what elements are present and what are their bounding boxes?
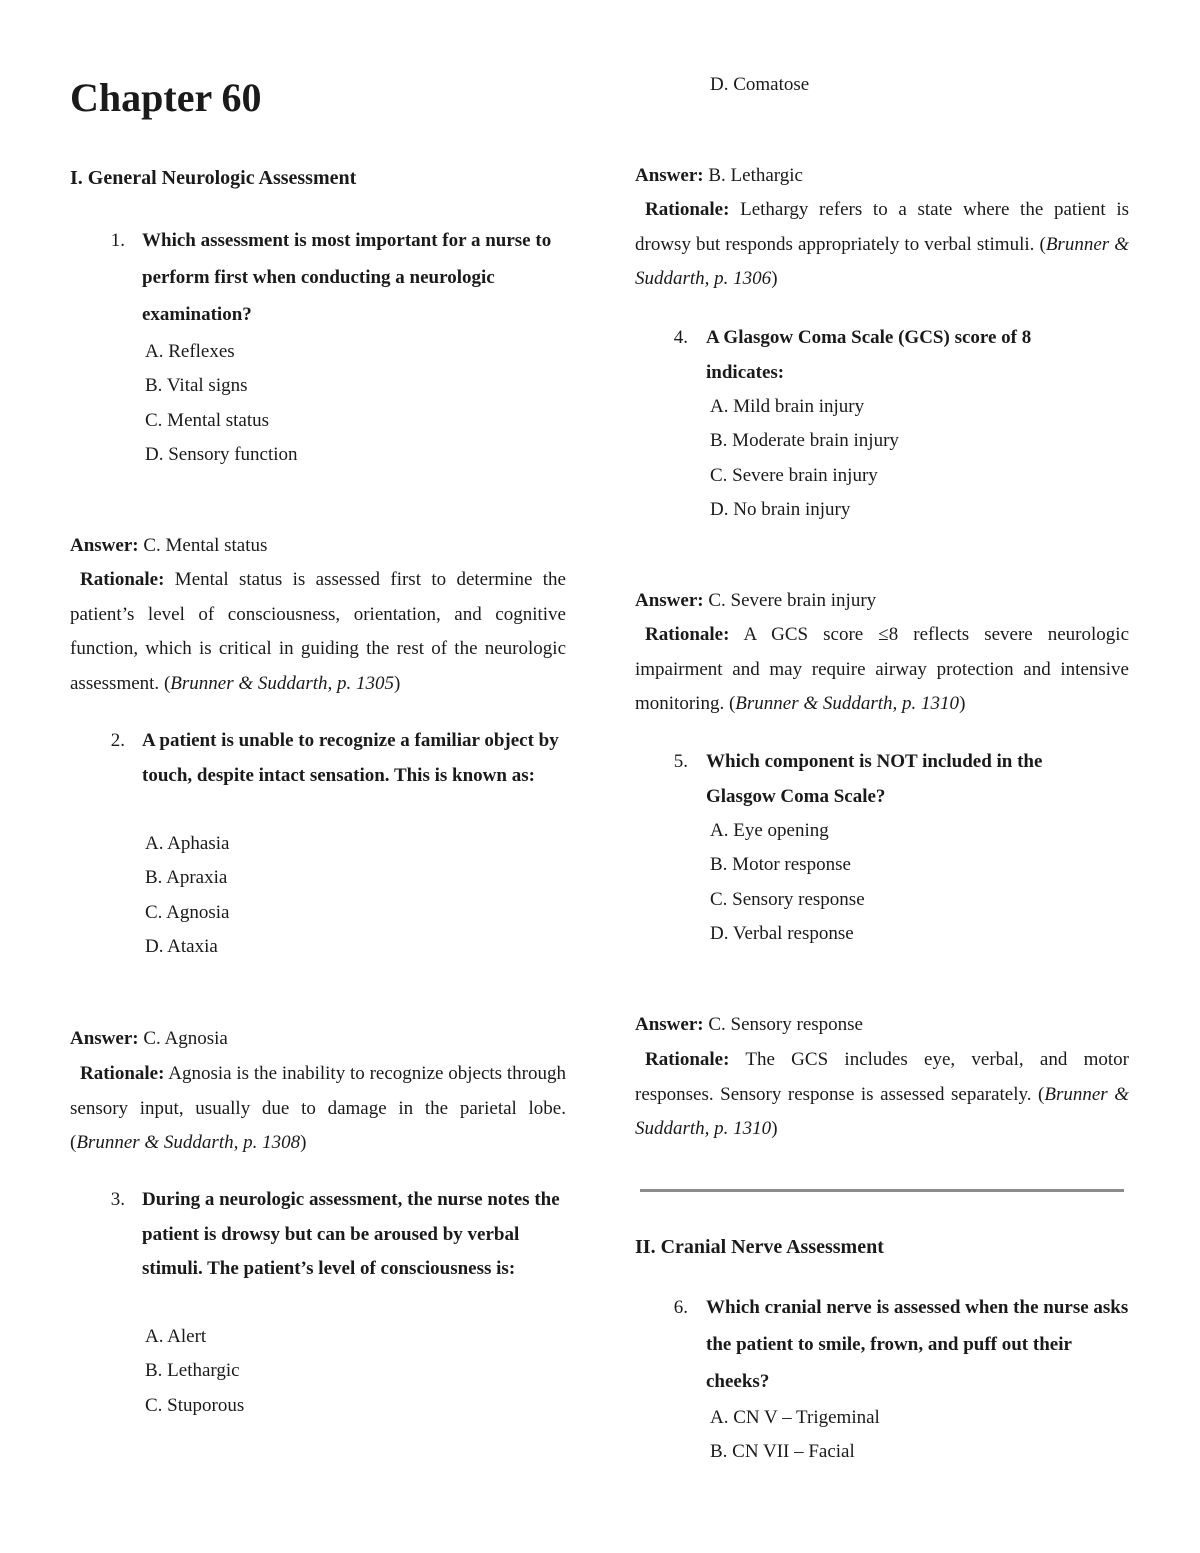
- option-b: B. Motor response: [710, 854, 851, 876]
- rationale-text: A GCS score ≤8 reflects severe neurologic impairment and may require airway protection and intensive monitoring.: [635, 624, 1130, 714]
- answer-value: C. Severe brain injury: [708, 590, 877, 611]
- option-d: D. Ataxia: [145, 936, 218, 958]
- question-text: A Glasgow Coma Scale (GCS) score of 8 indicates:: [706, 327, 1032, 383]
- option-b: B. Apraxia: [145, 867, 228, 889]
- option-c: C. Mental status: [145, 409, 270, 431]
- rationale-text: Mental status is assessed first to determine the patient’s level of consciousness, orientation, and cognitive function, which is critical in guiding the rest of the neurologic assessment.: [70, 569, 566, 694]
- question-text: Which cranial nerve is assessed when the nurse asks the patient to smile, frown, and puff out their cheeks?: [706, 1297, 1129, 1392]
- question-text: During a neurologic assessment, the nurse notes the patient is drowsy but can be aroused by verbal stimuli. The patient’s level of consciousness is:: [142, 1189, 560, 1279]
- option-c: C. Severe brain injury: [710, 464, 878, 486]
- answer-label: Answer:: [635, 1014, 704, 1035]
- answer-line: [635, 159, 803, 193]
- option-b: B. Moderate brain injury: [710, 430, 899, 452]
- citation: Brunner & Suddarth, p. 1306: [635, 233, 1130, 289]
- answer-value: C. Agnosia: [143, 1028, 228, 1049]
- question-number: 6.: [673, 1297, 688, 1318]
- option-list: [145, 827, 229, 965]
- question-number: 5.: [673, 751, 688, 772]
- option-list: [710, 390, 899, 528]
- question-text: A patient is unable to recognize a familiar object by touch, despite intact sensation. This is known as:: [142, 730, 559, 786]
- answer-label: Answer:: [70, 1028, 139, 1049]
- option-list: [145, 335, 298, 473]
- question-number: 1.: [110, 230, 125, 251]
- section-heading-general-neurologic: I. General Neurologic Assessment: [70, 167, 357, 189]
- option-d: D. Comatose: [710, 74, 810, 95]
- option-list: [145, 1320, 244, 1423]
- answer-label: Answer:: [635, 590, 704, 611]
- rationale-text: Lethargy refers to a state where the patient is drowsy but responds appropriately to verbal stimuli.: [635, 199, 1129, 255]
- option-b: B. Lethargic: [145, 1360, 240, 1382]
- rationale-label: Rationale:: [645, 1049, 730, 1070]
- answer-value: C. Mental status: [143, 535, 268, 556]
- rationale: Rationale: Agnosia is the inability to recognize objects through sensory input, usually due to damage in the parietal lobe. (Brunner & Suddarth, p. 1308): [70, 1063, 566, 1153]
- option-list: [710, 1401, 880, 1470]
- answer-value: B. Lethargic: [708, 165, 803, 186]
- answer-value: C. Sensory response: [708, 1014, 863, 1035]
- option-a: A. Reflexes: [145, 341, 235, 362]
- rationale-label: Rationale:: [80, 569, 165, 590]
- chapter-title: Chapter 60: [70, 75, 262, 120]
- rationale: Rationale: Mental status is assessed first to determine the patient’s level of consciousness, orientation, and cognitive function, which is critical in guiding the rest of the neurologic assessment. (Brunner & Suddarth, p. 1305): [70, 569, 566, 694]
- answer-line: [635, 584, 876, 618]
- section-divider: [640, 1189, 1124, 1192]
- rationale-label: Rationale:: [80, 1063, 165, 1084]
- rationale: Rationale: A GCS score ≤8 reflects severe neurologic impairment and may require airway protection and intensive monitoring. (Brunner & Suddarth, p. 1310): [635, 624, 1130, 714]
- answer-label: Answer:: [635, 165, 704, 186]
- rationale: Rationale: Lethargy refers to a state where the patient is drowsy but responds appropriately to verbal stimuli. (Brunner & Suddarth, p. 1306): [635, 199, 1130, 289]
- question-text: Which component is NOT included in the Glasgow Coma Scale?: [706, 751, 1043, 807]
- option-d: D. Sensory function: [145, 444, 298, 466]
- answer-line: [70, 529, 267, 563]
- rationale-text: Agnosia is the inability to recognize objects through sensory input, usually due to damage in the parietal lobe.: [70, 1063, 566, 1119]
- option-list: [710, 814, 865, 952]
- option-c: C. Agnosia: [145, 901, 230, 923]
- option-a: A. Aphasia: [145, 833, 230, 854]
- rationale-label: Rationale:: [645, 199, 730, 220]
- option-a: A. Mild brain injury: [710, 396, 865, 417]
- section-heading-cranial-nerve: II. Cranial Nerve Assessment: [635, 1236, 884, 1258]
- citation: Brunner & Suddarth, p. 1305: [170, 672, 395, 694]
- answer-line: [70, 1022, 228, 1056]
- question-number: 3.: [110, 1189, 125, 1210]
- rationale: Rationale: The GCS includes eye, verbal, and motor responses. Sensory response is assessed separately. (Brunner & Suddarth, p. 1310): [635, 1049, 1130, 1139]
- option-a: A. Eye opening: [710, 820, 829, 841]
- question-number: 2.: [110, 730, 125, 751]
- question-number: 4.: [673, 327, 688, 348]
- option-b: B. Vital signs: [145, 375, 248, 397]
- option-d: D. Verbal response: [710, 923, 854, 945]
- option-c: C. Stuporous: [145, 1394, 245, 1416]
- rationale-label: Rationale:: [645, 624, 730, 645]
- option-c: C. Sensory response: [710, 888, 865, 910]
- answer-line: [635, 1008, 863, 1042]
- option-b: B. CN VII – Facial: [710, 1441, 855, 1463]
- option-d: D. No brain injury: [710, 499, 851, 521]
- option-list-continued: [710, 68, 809, 102]
- citation: Brunner & Suddarth, p. 1308: [76, 1132, 301, 1153]
- rationale-text: The GCS includes eye, verbal, and motor responses. Sensory response is assessed separately.: [635, 1049, 1129, 1105]
- citation: Brunner & Suddarth, p. 1310: [735, 693, 960, 714]
- option-a: A. Alert: [145, 1326, 207, 1347]
- answer-label: Answer:: [70, 535, 139, 556]
- question-text: Which assessment is most important for a nurse to perform first when conducting a neurologic examination?: [142, 230, 552, 325]
- citation: Brunner & Suddarth, p. 1310: [635, 1083, 1130, 1139]
- option-a: A. CN V – Trigeminal: [710, 1407, 880, 1428]
